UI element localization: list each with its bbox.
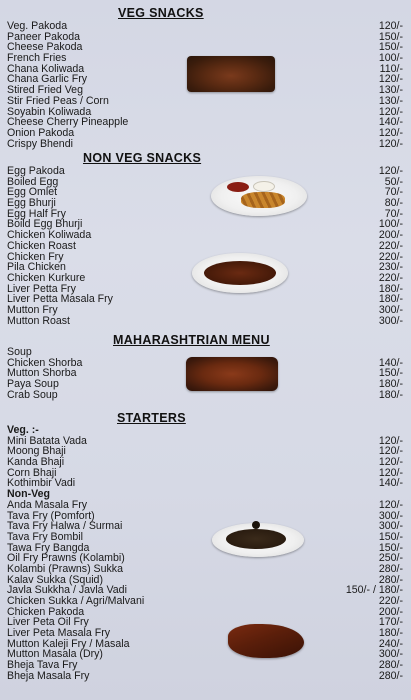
menu-item-mutton-roast bbox=[7, 316, 403, 327]
menu-item-name: Mutton Roast bbox=[7, 314, 71, 327]
veg-snack-dish-image bbox=[187, 56, 275, 92]
menu-item-price: 70/- bbox=[384, 207, 403, 220]
menu-item-name: Egg Bhurji bbox=[7, 197, 56, 210]
menu-item-price: 120/- bbox=[378, 20, 403, 32]
menu-item-price: 150/- bbox=[378, 541, 403, 554]
menu-item-price: 220/- bbox=[378, 595, 403, 607]
menu-item-price: 120/- bbox=[378, 137, 403, 150]
menu-item-name: Egg Pakoda bbox=[7, 165, 65, 177]
menu-item-price: 120/- bbox=[378, 73, 403, 86]
menu-item-name: Chicken Pakoda bbox=[7, 605, 85, 618]
menu-item-liver-petta-masala-fry bbox=[7, 294, 403, 305]
menu-item-price: 140/- bbox=[378, 116, 403, 129]
menu-item-price: 120/- bbox=[378, 126, 403, 139]
menu-item-name: Tava Fry Bombil bbox=[7, 530, 83, 543]
menu-item-name: Bheja Masala Fry bbox=[7, 669, 90, 682]
menu-item-egg-bhurji bbox=[7, 198, 403, 209]
menu-item-bheja-masala-fry bbox=[7, 671, 403, 682]
menu-item-name: Boiled Egg bbox=[7, 175, 59, 188]
menu-item-name: Liver Peta Oil Fry bbox=[7, 616, 89, 629]
menu-item-name: Pila Chicken bbox=[7, 261, 66, 274]
menu-item-crab-soup bbox=[7, 390, 403, 401]
menu-item-egg-pakoda bbox=[7, 166, 403, 177]
menu-item-price: 220/- bbox=[378, 250, 403, 263]
starters-list bbox=[7, 425, 403, 682]
menu-item-price: 100/- bbox=[378, 218, 403, 231]
fish-curry-bowl-image bbox=[212, 523, 304, 557]
egg-snack-plate-image bbox=[211, 176, 307, 216]
menu-item-name: Stired Fried Veg bbox=[7, 84, 83, 97]
menu-item-price: 220/- bbox=[378, 239, 403, 252]
menu-item-name: Cheese Pakoda bbox=[7, 41, 83, 54]
menu-item-price: 150/- bbox=[378, 41, 403, 54]
menu-item-name: Paya Soup bbox=[7, 378, 59, 391]
menu-item-name: Liver Petta Masala Fry bbox=[7, 293, 113, 306]
menu-item-price: 70/- bbox=[384, 186, 403, 199]
menu-item-name: Liver Peta Masala Fry bbox=[7, 627, 111, 640]
maharashtrian-menu-heading: MAHARASHTRIAN MENU bbox=[113, 333, 270, 347]
menu-item-price: 150/- bbox=[378, 30, 403, 43]
menu-item-price: 130/- bbox=[378, 94, 403, 107]
menu-item-price: 80/- bbox=[384, 197, 403, 210]
menu-item-name: Kothimbir Vadi bbox=[7, 477, 76, 490]
menu-item-stir-fried-peas-corn bbox=[7, 96, 403, 107]
maharashtrian-dish-image bbox=[186, 357, 278, 391]
starters-veg-label: Veg. :- bbox=[7, 424, 39, 436]
menu-item-name: Moong Bhaji bbox=[7, 445, 66, 458]
menu-item-name: Tava Fry (Pomfort) bbox=[7, 509, 95, 522]
menu-item-boiled-egg bbox=[7, 177, 403, 188]
menu-item-name: Mini Batata Vada bbox=[7, 434, 87, 447]
menu-item-moong-bhaji bbox=[7, 446, 403, 457]
menu-item-price: 280/- bbox=[378, 562, 403, 575]
menu-item-name: Chicken Koliwada bbox=[7, 229, 92, 242]
menu-item-price: 120/- bbox=[378, 165, 403, 177]
menu-item-name: Chicken Shorba bbox=[7, 356, 83, 369]
menu-item-name: Tawa Fry Bangda bbox=[7, 541, 90, 554]
non-veg-snacks-list bbox=[7, 166, 403, 326]
menu-item-price: 200/- bbox=[378, 605, 403, 618]
menu-item-name: Mutton Kaleji Fry / Masala bbox=[7, 637, 130, 650]
menu-item-name: Cheese Cherry Pineapple bbox=[7, 116, 129, 129]
menu-item-name: French Fries bbox=[7, 52, 67, 65]
menu-item-price: 140/- bbox=[378, 477, 403, 490]
menu-item-name: Paneer Pakoda bbox=[7, 30, 81, 43]
menu-item-name: Bheja Tava Fry bbox=[7, 659, 78, 672]
menu-item-price: 110/- bbox=[379, 62, 403, 75]
starters-nonveg-label: Non-Veg bbox=[7, 488, 50, 501]
menu-item-price: 120/- bbox=[378, 434, 403, 447]
menu-item-onion-pakoda bbox=[7, 128, 403, 139]
menu-item-price: 120/- bbox=[378, 456, 403, 469]
menu-item-price: 250/- bbox=[378, 552, 403, 565]
menu-item-name: Crab Soup bbox=[7, 388, 58, 401]
menu-item-crispy-bhendi bbox=[7, 139, 403, 150]
menu-item-name: Mutton Masala (Dry) bbox=[7, 648, 103, 661]
menu-item-price: 230/- bbox=[378, 261, 403, 274]
menu-item-price: 180/- bbox=[378, 378, 403, 391]
menu-item-price: 120/- bbox=[378, 498, 403, 511]
menu-item-price: 280/- bbox=[378, 659, 403, 672]
menu-item-price: 100/- bbox=[378, 52, 403, 65]
menu-item-price: 300/- bbox=[378, 314, 403, 327]
menu-item-price: 120/- bbox=[378, 466, 403, 479]
menu-item-price: 180/- bbox=[378, 627, 403, 640]
menu-item-name: Egg Half Fry bbox=[7, 207, 66, 220]
menu-item-name: Kalav Sukka (Squid) bbox=[7, 573, 103, 586]
menu-item-name: Anda Masala Fry bbox=[7, 498, 88, 511]
menu-item-name: Corn Bhaji bbox=[7, 466, 57, 479]
menu-item-name: Liver Petta Fry bbox=[7, 282, 76, 295]
menu-item-price: 220/- bbox=[378, 271, 403, 284]
menu-item-kanda-bhaji bbox=[7, 457, 403, 468]
menu-item-name: Crispy Bhendi bbox=[7, 137, 73, 150]
menu-item-egg-omlet bbox=[7, 187, 403, 198]
menu-item-name: Stir Fried Peas / Corn bbox=[7, 94, 109, 107]
menu-item-price: 150/- bbox=[378, 530, 403, 543]
menu-item-price: 180/- bbox=[378, 282, 403, 295]
fried-fish-plate-image bbox=[228, 624, 304, 658]
menu-item-price: 240/- bbox=[378, 637, 403, 650]
menu-item-name: Chicken Fry bbox=[7, 250, 64, 263]
menu-item-name: Tava Fry Halwa / Surmai bbox=[7, 520, 123, 533]
menu-item-kothimbir-vadi bbox=[7, 478, 403, 489]
menu-item-name: Kanda Bhaji bbox=[7, 456, 65, 469]
menu-item-price: 50/- bbox=[384, 175, 403, 188]
menu-item-price: 300/- bbox=[378, 509, 403, 522]
starters-nonveg-list bbox=[7, 500, 403, 682]
menu-item-name: Chicken Roast bbox=[7, 239, 76, 252]
menu-item-name: Javla Sukkha / Javla Vadi bbox=[7, 584, 127, 597]
non-veg-snacks-heading: NON VEG SNACKS bbox=[83, 151, 202, 165]
menu-item-price: 180/- bbox=[378, 293, 403, 306]
menu-item-price: 300/- bbox=[378, 648, 403, 661]
menu-item-price: 200/- bbox=[378, 229, 403, 242]
menu-item-price: 280/- bbox=[378, 669, 403, 682]
menu-item-name: Chicken Kurkure bbox=[7, 271, 86, 284]
menu-item-name: Egg Omlet bbox=[7, 186, 58, 199]
menu-item-price: 300/- bbox=[378, 520, 403, 533]
menu-item-name: Boild Egg Bhurji bbox=[7, 218, 83, 231]
menu-item-name: Mutton Shorba bbox=[7, 367, 77, 380]
menu-item-name: Onion Pakoda bbox=[7, 126, 75, 139]
menu-item-price: 120/- bbox=[378, 445, 403, 458]
menu-item-price: 130/- bbox=[378, 84, 403, 97]
menu-item-anda-masala-fry bbox=[7, 500, 403, 511]
menu-item-cheese-pakoda bbox=[7, 42, 403, 53]
chicken-plate-image bbox=[192, 253, 288, 293]
menu-item-price: 150/- / 180/- bbox=[345, 584, 403, 597]
menu-item-name: Mutton Fry bbox=[7, 303, 58, 316]
menu-item-price: 150/- bbox=[378, 367, 403, 380]
menu-item-price: 180/- bbox=[378, 388, 403, 401]
menu-item-name: Soyabin Koliwada bbox=[7, 105, 92, 118]
starters-veg-list bbox=[7, 436, 403, 489]
menu-item-name: Chana Koliwada bbox=[7, 62, 85, 75]
menu-item-chicken-roast bbox=[7, 241, 403, 252]
menu-item-name: Kolambi (Prawns) Sukka bbox=[7, 562, 123, 575]
menu-item-name: Veg. Pakoda bbox=[7, 20, 68, 32]
veg-snacks-heading: VEG SNACKS bbox=[118, 6, 204, 20]
menu-item-tava-fry-bombil bbox=[7, 532, 403, 543]
menu-item-price: 300/- bbox=[378, 303, 403, 316]
menu-item-mini-batata-vada bbox=[7, 436, 403, 447]
menu-item-price: 280/- bbox=[378, 573, 403, 586]
menu-item-price: 170/- bbox=[378, 616, 403, 629]
menu-item-price: 120/- bbox=[378, 105, 403, 118]
menu-item-name: Chana Garlic Fry bbox=[7, 73, 88, 86]
starters-heading: STARTERS bbox=[117, 411, 186, 425]
menu-item-name: Soup bbox=[7, 346, 32, 358]
menu-item-price: 140/- bbox=[378, 356, 403, 369]
menu-item-name: Chicken Sukka / Agri/Malvani bbox=[7, 595, 145, 607]
menu-item-name: Oil Fry Prawns (Kolambi) bbox=[7, 552, 125, 565]
